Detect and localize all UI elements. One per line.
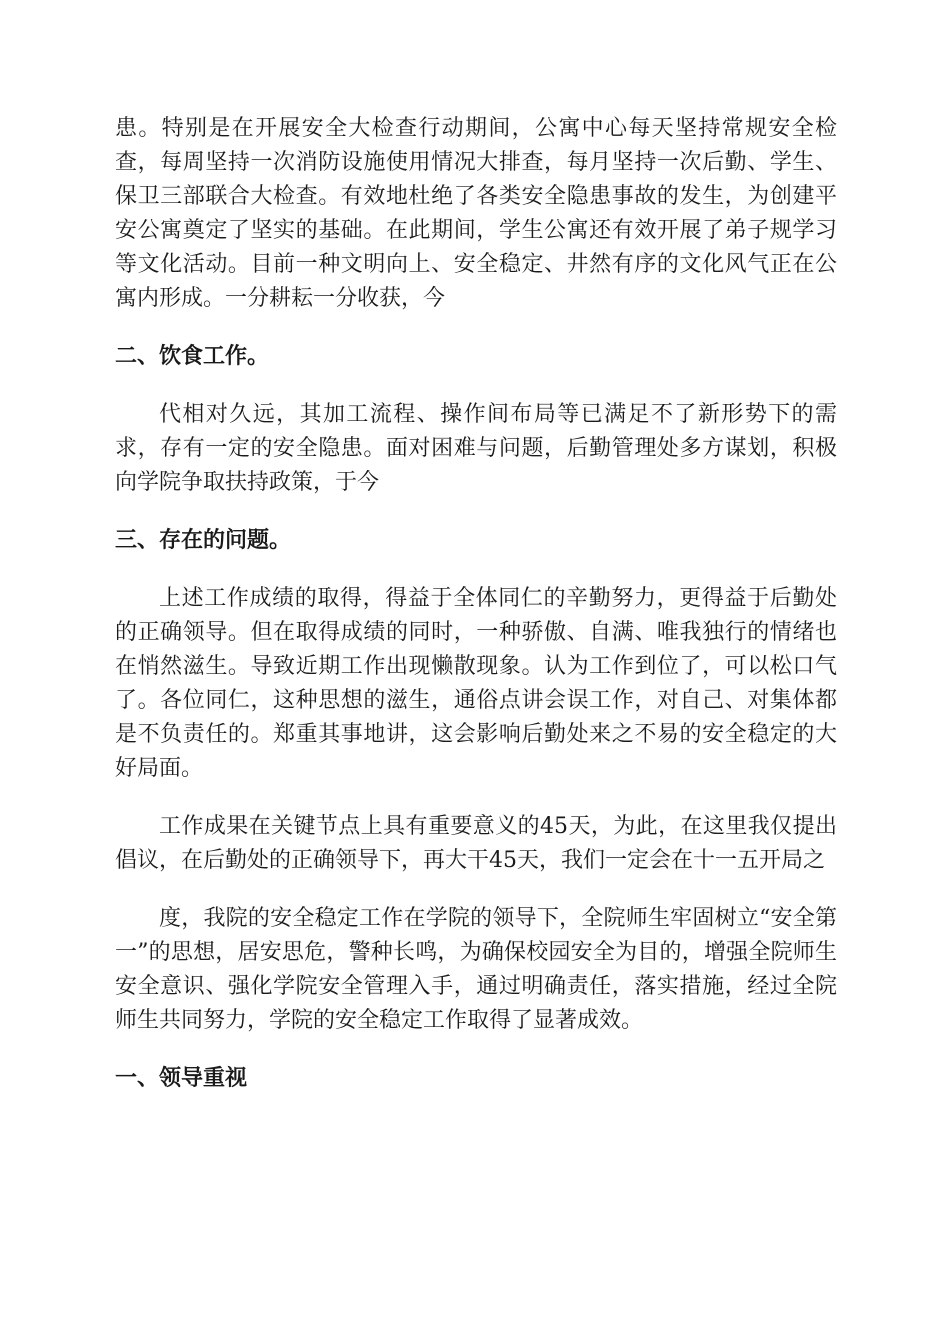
paragraph-apartment-safety: 患。特别是在开展安全大检查行动期间，公寓中心每天坚持常规安全检查，每周坚持一次消防设施使用情况大排查，每月坚持一次后勤、学生、保卫三部联合大检查。有效地杜绝了各类安全隐患事故的发生，为创建平安公寓奠定了坚实的基础。在此期间，学生公寓还有效开展了弟子规学习等文化活动。目前一种文明向上、安全稳定、井然有序的文化风气正在公寓内形成。一分耕耘一分收获，今	[115, 116, 837, 311]
heading-existing-problems: 三、存在的问题。	[115, 528, 292, 553]
paragraph-problems: 上述工作成绩的取得，得益于全体同仁的辛勤努力，更得益于后勤处的正确领导。但在取得成绩的同时，一种骄傲、自满、唯我独行的情绪也在悄然滋生。导致近期工作出现懒散现象。认为工作到位了，可以松口气了。各位同仁，这种思想的滋生，通俗点讲会误工作，对自己、对集体都是不负责任的。郑重其事地讲，这会影响后勤处来之不易的安全稳定的大好局面。	[115, 586, 837, 781]
paragraph-safety-stability: 度，我院的安全稳定工作在学院的领导下，全院师生牢固树立“安全第一”的思想，居安思危，警种长鸣，为确保校园安全为目的，增强全院师生安全意识、强化学院安全管理入手，通过明确责任，落实措施，经过全院师生共同努力，学院的安全稳定工作取得了显著成效。	[115, 906, 837, 1033]
paragraph-45-days: 工作成果在关键节点上具有重要意义的45天，为此，在这里我仅提出倡议，在后勤处的正确领导下，再大干45天，我们一定会在十一五开局之	[115, 814, 837, 873]
heading-leadership-attention: 一、领导重视	[115, 1066, 248, 1091]
document-page	[115, 112, 837, 1096]
heading-catering-work: 二、饮食工作。	[115, 344, 270, 369]
paragraph-catering: 代相对久远，其加工流程、操作间布局等已满足不了新形势下的需求，存有一定的安全隐患。面对困难与问题，后勤管理处多方谋划，积极向学院争取扶持政策，于今	[115, 402, 837, 495]
